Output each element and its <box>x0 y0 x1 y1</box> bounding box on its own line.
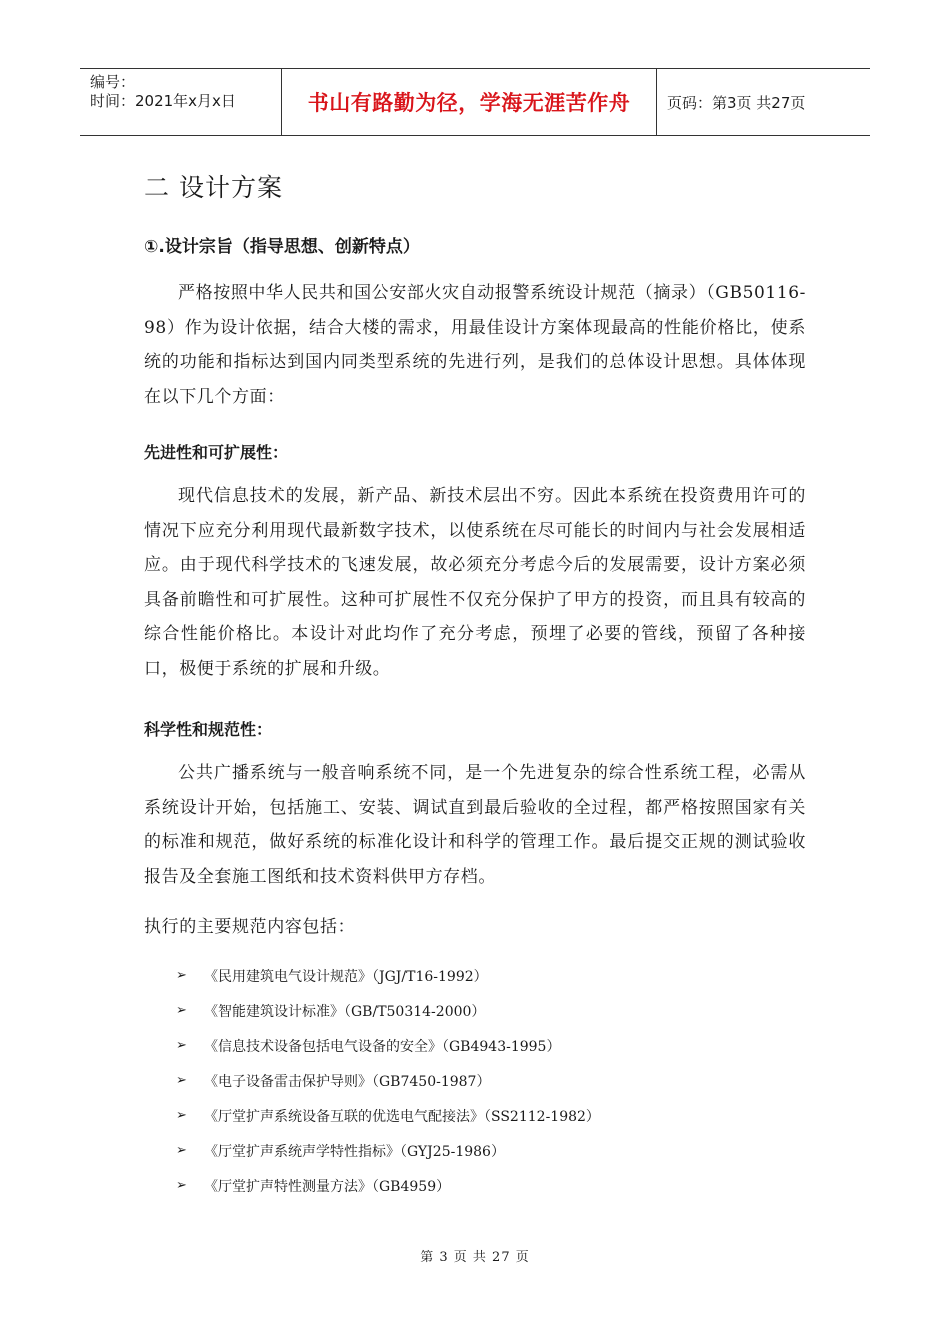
header-motto: 书山有路勤为径，学海无涯苦作舟 <box>282 69 657 135</box>
header-page-code: 页码：第3页 共27页 <box>667 93 806 112</box>
arrow-right-icon: ➢ <box>176 1108 187 1123</box>
scientific-block <box>144 756 806 894</box>
standard-text: 《电子设备雷击保护导则》（GB7450-1987） <box>204 1073 491 1090</box>
list-item <box>176 958 600 993</box>
arrow-right-icon: ➢ <box>176 1178 187 1193</box>
scientific-paragraph: 公共广播系统与一般音响系统不同，是一个先进复杂的综合性系统工程，必需从系统设计开始，包括施工、安装、调试直到最后验收的全过程，都严格按照国家有关的标准和规范，做好系统的标准化设计和科学的管理工作。最后提交正规的测试验收报告及全套施工图纸和技术资料供甲方存档。 <box>144 763 806 887</box>
page-header <box>80 68 870 136</box>
arrow-right-icon: ➢ <box>176 1038 187 1053</box>
list-item <box>176 1168 600 1203</box>
standards-list <box>176 958 600 1203</box>
standard-text: 《厅堂扩声系统声学特性指标》（GYJ25-1986） <box>204 1143 505 1160</box>
arrow-right-icon: ➢ <box>176 1073 187 1088</box>
standard-text: 《信息技术设备包括电气设备的安全》（GB4943-1995） <box>204 1038 561 1055</box>
standard-text: 《厅堂扩声系统设备互联的优选电气配接法》（SS2112-1982） <box>204 1108 600 1125</box>
list-item <box>176 993 600 1028</box>
arrow-right-icon: ➢ <box>176 1143 187 1158</box>
page-footer: 第 3 页 共 27 页 <box>420 1250 530 1265</box>
list-item <box>176 1098 600 1133</box>
time-label: 时间：2021年x月x日 <box>90 92 236 110</box>
standards-intro-block <box>144 910 806 945</box>
arrow-right-icon: ➢ <box>176 1003 187 1018</box>
list-item <box>176 1028 600 1063</box>
standard-text: 《厅堂扩声特性测量方法》（GB4959） <box>204 1178 451 1195</box>
intro-paragraph: 严格按照中华人民共和国公安部火灾自动报警系统设计规范（摘录）（GB50116-98）作为设计依据，结合大楼的需求，用最佳设计方案体现最高的性能价格比，使系统的功能和指标达到国内同类型系统的先进行列，是我们的总体设计思想。具体体现在以下几个方面： <box>144 283 806 407</box>
number-label: 编号： <box>90 73 136 91</box>
header-meta <box>80 69 282 135</box>
heading-advanced: 先进性和可扩展性： <box>144 443 289 462</box>
intro-block <box>144 276 806 414</box>
advanced-block <box>144 479 806 686</box>
standard-text: 《民用建筑电气设计规范》（JGJ/T16-1992） <box>204 968 488 985</box>
standard-text: 《智能建筑设计标准》（GB/T50314-2000） <box>204 1003 486 1020</box>
heading-scientific: 科学性和规范性： <box>144 720 273 739</box>
list-item <box>176 1063 600 1098</box>
standards-intro: 执行的主要规范内容包括： <box>144 917 356 937</box>
arrow-right-icon: ➢ <box>176 968 187 983</box>
subsection-title: ①.设计宗旨（指导思想、创新特点） <box>144 237 420 257</box>
section-title: 二 设计方案 <box>144 173 283 202</box>
list-item <box>176 1133 600 1168</box>
advanced-paragraph: 现代信息技术的发展，新产品、新技术层出不穷。因此本系统在投资费用许可的情况下应充分利用现代最新数字技术，以使系统在尽可能长的时间内与社会发展相适应。由于现代科学技术的飞速发展，故必须充分考虑今后的发展需要，设计方案必须具备前瞻性和可扩展性。这种可扩展性不仅充分保护了甲方的投资，而且具有较高的综合性能价格比。本设计对此均作了充分考虑，预埋了必要的管线，预留了各种接口，极便于系统的扩展和升级。 <box>144 486 806 679</box>
